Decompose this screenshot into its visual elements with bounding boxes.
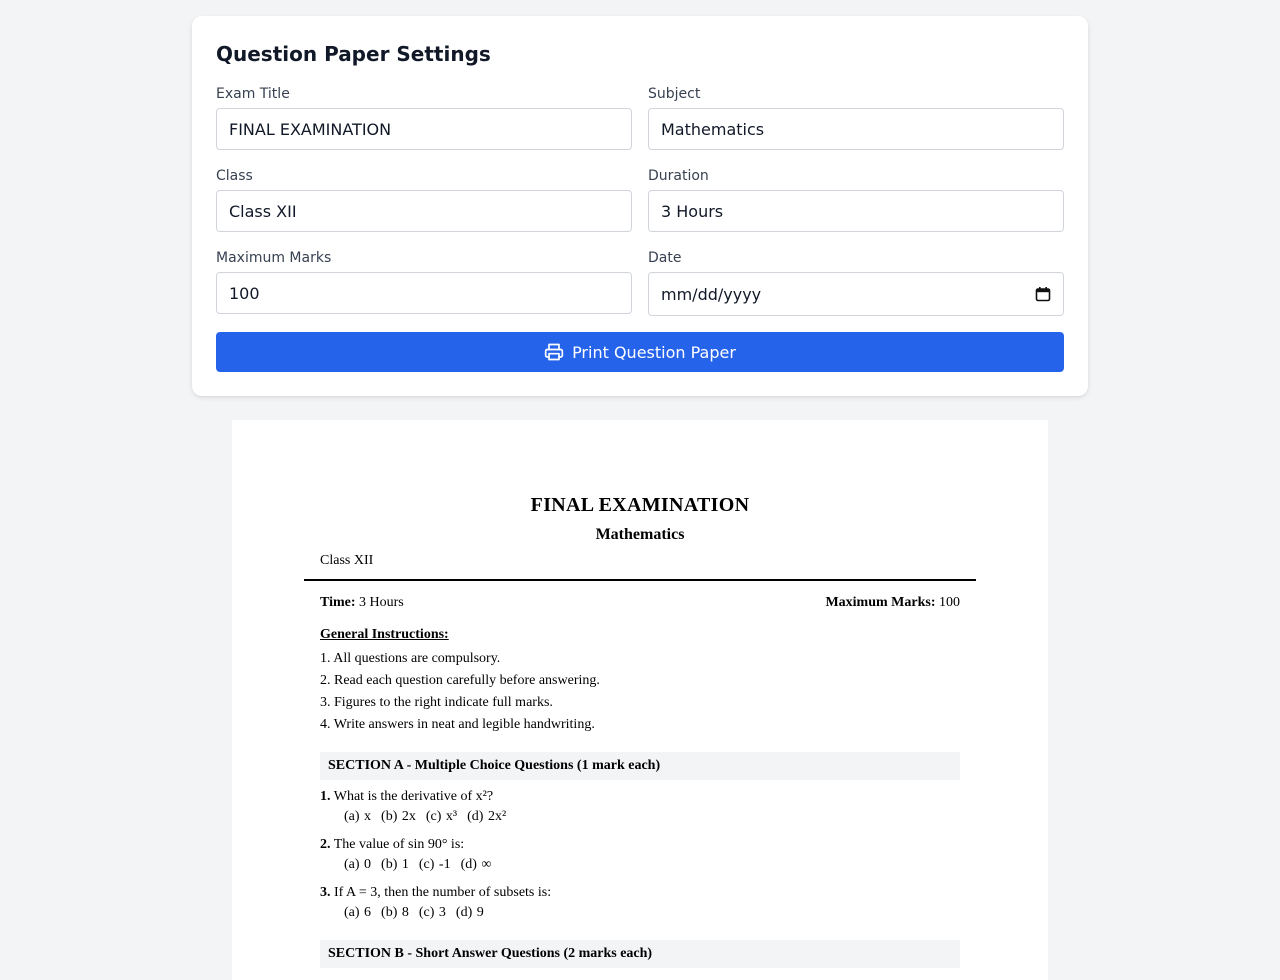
paper-title: FINAL EXAMINATION xyxy=(530,494,750,516)
date-input[interactable] xyxy=(648,272,1064,316)
option: (a) x xyxy=(344,809,372,824)
date-placeholder: mm/dd/yyyy xyxy=(661,284,762,304)
question-paper-preview xyxy=(232,420,1048,980)
question-number: 1. xyxy=(320,789,331,804)
instruction-item: 4. Write answers in neat and legible handwriting. xyxy=(320,717,595,732)
question-number: 3. xyxy=(320,885,331,900)
duration-field xyxy=(648,166,1064,232)
max-marks-label: Maximum Marks xyxy=(216,250,332,266)
exam-title-input[interactable]: FINAL EXAMINATION xyxy=(216,108,632,150)
subject-field xyxy=(648,84,1064,150)
instructions-heading: General Instructions: xyxy=(320,627,449,642)
calendar-icon[interactable] xyxy=(1035,286,1051,302)
option: (c) x³ xyxy=(425,809,458,824)
question-number: 2. xyxy=(320,837,331,852)
question-item xyxy=(320,885,551,901)
max-marks-field xyxy=(216,248,632,314)
section-b-header: SECTION B - Short Answer Questions (2 marks each) xyxy=(320,940,960,968)
print-button-label: Print Question Paper xyxy=(572,342,736,362)
duration-input[interactable]: 3 Hours xyxy=(648,190,1064,232)
instruction-item: 3. Figures to the right indicate full marks. xyxy=(320,695,553,710)
section-a-header: SECTION A - Multiple Choice Questions (1 mark each) xyxy=(320,752,960,780)
option: (b) 1 xyxy=(381,857,409,872)
option: (a) 6 xyxy=(344,905,372,920)
paper-time xyxy=(320,595,404,611)
time-value: 3 Hours xyxy=(359,595,404,610)
class-input[interactable]: Class XII xyxy=(216,190,632,232)
option: (d) 2x² xyxy=(467,809,507,824)
date-field xyxy=(648,248,1064,316)
exam-title-field xyxy=(216,84,632,150)
max-marks-input[interactable]: 100 xyxy=(216,272,632,314)
question-item xyxy=(320,837,464,853)
duration-label: Duration xyxy=(648,168,709,184)
settings-heading: Question Paper Settings xyxy=(216,42,491,66)
option: (b) 8 xyxy=(381,905,409,920)
printer-icon xyxy=(544,342,564,362)
time-label: Time: xyxy=(320,595,356,610)
paper-class: Class XII xyxy=(320,553,374,568)
print-button[interactable] xyxy=(216,332,1064,372)
option: (a) 0 xyxy=(344,857,372,872)
question-text: If A = 3, then the number of subsets is: xyxy=(334,885,552,900)
class-label: Class xyxy=(216,168,253,184)
date-label: Date xyxy=(648,250,682,266)
option: (b) 2x xyxy=(381,809,416,824)
header-divider xyxy=(304,579,976,581)
exam-title-label: Exam Title xyxy=(216,86,290,102)
class-field xyxy=(216,166,632,232)
paper-max-marks xyxy=(825,595,960,611)
subject-input[interactable]: Mathematics xyxy=(648,108,1064,150)
question-options xyxy=(344,905,484,921)
question-options xyxy=(344,809,506,825)
subject-label: Subject xyxy=(648,86,701,102)
question-options xyxy=(344,857,491,873)
paper-subject: Mathematics xyxy=(595,526,685,543)
instruction-item: 1. All questions are compulsory. xyxy=(320,651,501,666)
question-text: The value of sin 90° is: xyxy=(333,837,465,852)
option: (d) 9 xyxy=(455,905,484,920)
option: (d) ∞ xyxy=(460,857,492,872)
marks-value: 100 xyxy=(939,595,960,610)
option: (c) -1 xyxy=(418,857,451,872)
marks-label: Maximum Marks: xyxy=(825,595,936,610)
instruction-item: 2. Read each question carefully before answering. xyxy=(320,673,600,688)
question-text: What is the derivative of x²? xyxy=(333,789,494,804)
settings-card xyxy=(192,16,1088,396)
question-item xyxy=(320,789,493,805)
option: (c) 3 xyxy=(418,905,446,920)
